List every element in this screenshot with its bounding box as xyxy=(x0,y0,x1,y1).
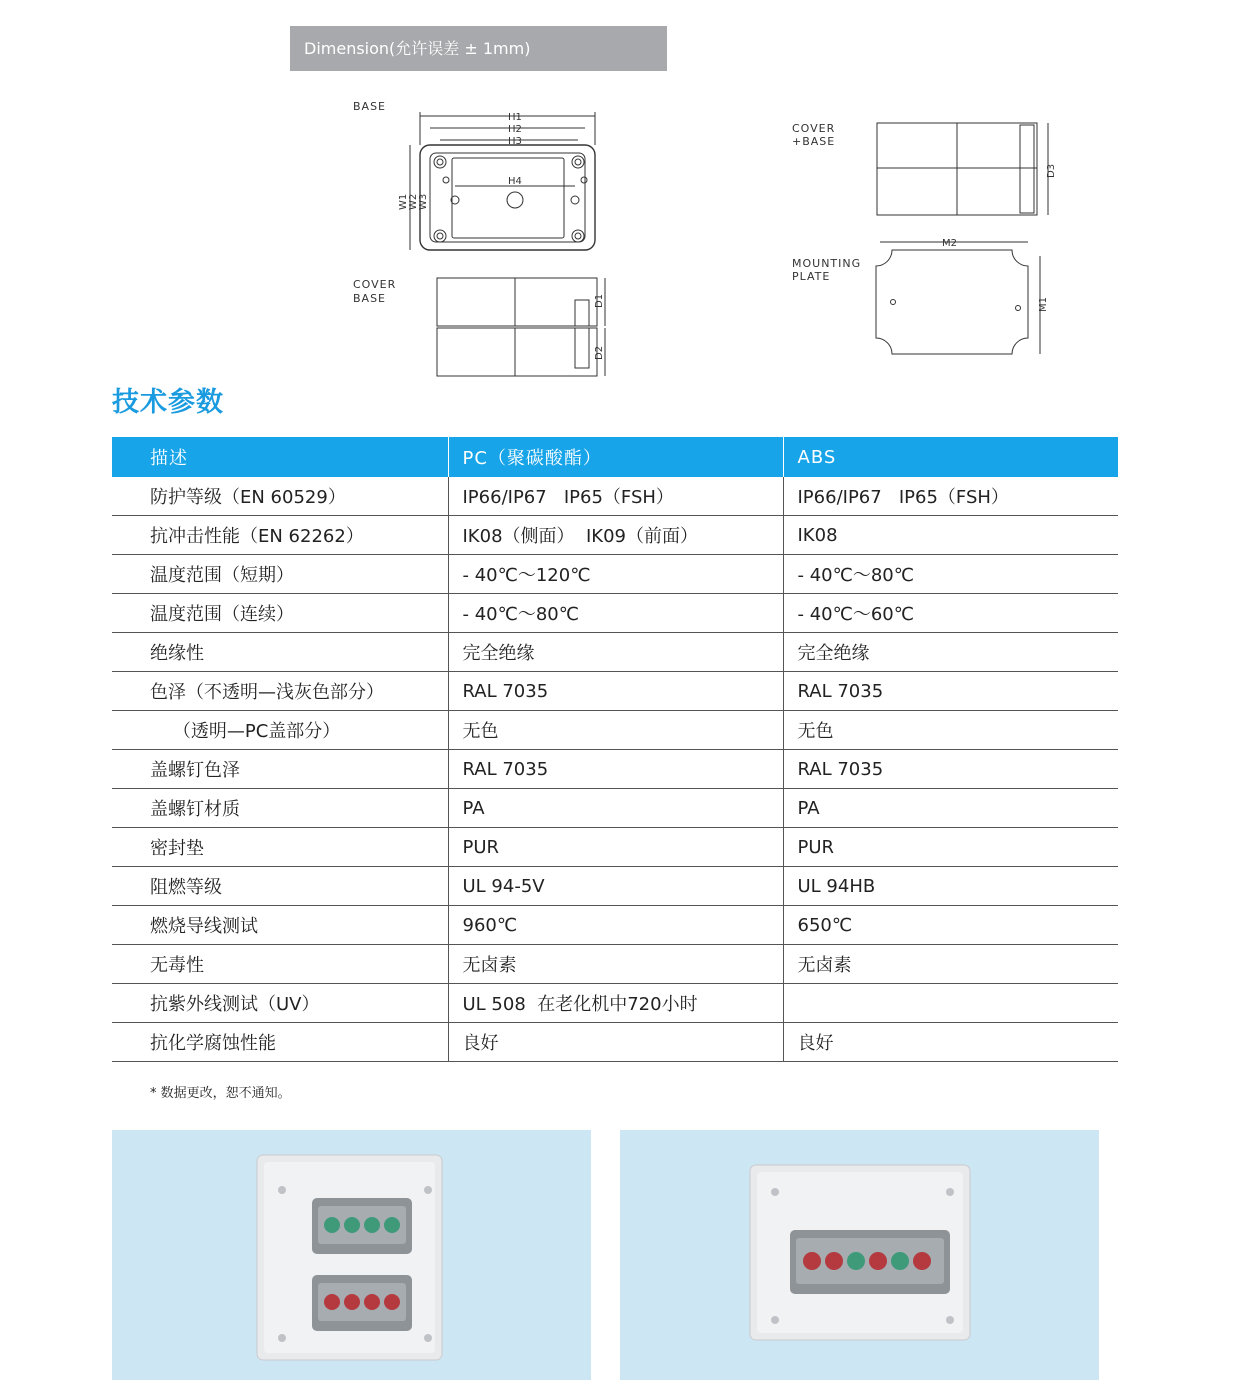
cell-pc: RAL 7035 xyxy=(448,750,783,789)
cell-description: 抗冲击性能（EN 62262） xyxy=(112,516,448,555)
table-header-row xyxy=(112,437,1118,477)
dim-d2: D2 xyxy=(594,345,605,360)
cell-description: 温度范围（连续） xyxy=(112,594,448,633)
dim-w2: W2 xyxy=(408,193,419,210)
dim-h4: H4 xyxy=(508,176,522,187)
header-abs: ABS xyxy=(783,437,1118,477)
label-base-right: +BASE xyxy=(792,135,836,148)
cell-pc: 良好 xyxy=(448,1023,783,1062)
table-row-protection-rating xyxy=(112,477,1118,516)
label-mounting: MOUNTING xyxy=(792,257,862,270)
cell-abs: PUR xyxy=(783,828,1118,867)
cell-abs: UL 94HB xyxy=(783,867,1118,906)
cell-description: 温度范围（短期） xyxy=(112,555,448,594)
cell-abs: 650℃ xyxy=(783,906,1118,945)
dim-w1: W1 xyxy=(398,193,409,210)
cell-pc: UL 94-5V xyxy=(448,867,783,906)
cell-abs: RAL 7035 xyxy=(783,672,1118,711)
table-row-impact-rating xyxy=(112,516,1118,555)
cell-description: 防护等级（EN 60529） xyxy=(112,477,448,516)
section-title: 技术参数 xyxy=(112,387,224,418)
dim-h1: H1 xyxy=(508,112,522,123)
cell-abs: - 40℃～80℃ xyxy=(783,555,1118,594)
product-photo-left xyxy=(112,1130,591,1380)
cell-description: 抗化学腐蚀性能 xyxy=(112,1023,448,1062)
label-base-left: BASE xyxy=(353,292,387,305)
cell-description: 绝缘性 xyxy=(112,633,448,672)
footnote: * 数据更改，恕不通知。 xyxy=(150,1086,291,1101)
cell-pc: 无卤素 xyxy=(448,945,783,984)
header-description: 描述 xyxy=(112,437,448,477)
cell-pc: - 40℃～120℃ xyxy=(448,555,783,594)
table-row-toxicity xyxy=(112,945,1118,984)
header-pc: PC（聚碳酸酯） xyxy=(448,437,783,477)
cell-abs: 无卤素 xyxy=(783,945,1118,984)
cell-description: 无毒性 xyxy=(112,945,448,984)
cell-pc: PUR xyxy=(448,828,783,867)
table-row-flame-rating xyxy=(112,867,1118,906)
spec-table xyxy=(112,437,1118,1062)
table-row-uv-test xyxy=(112,984,1118,1023)
cell-abs: PA xyxy=(783,789,1118,828)
cell-abs: 良好 xyxy=(783,1023,1118,1062)
cell-description: （透明—PC盖部分） xyxy=(112,711,448,750)
cell-pc: RAL 7035 xyxy=(448,672,783,711)
dim-d1: D1 xyxy=(594,293,605,308)
table-row-color-transparent xyxy=(112,711,1118,750)
dim-d3: D3 xyxy=(1046,163,1057,178)
dim-w3: W3 xyxy=(418,193,429,210)
dim-h3: H3 xyxy=(508,136,522,147)
table-row-temp-short xyxy=(112,555,1118,594)
cell-abs: RAL 7035 xyxy=(783,750,1118,789)
cell-abs: - 40℃～60℃ xyxy=(783,594,1118,633)
cell-description: 色泽（不透明—浅灰色部分） xyxy=(112,672,448,711)
cell-abs xyxy=(783,984,1118,1023)
dimension-banner: Dimension(允许误差 ± 1mm) xyxy=(290,26,667,71)
cell-pc: - 40℃～80℃ xyxy=(448,594,783,633)
cell-abs: IK08 xyxy=(783,516,1118,555)
cell-description: 阻燃等级 xyxy=(112,867,448,906)
product-photo-right xyxy=(620,1130,1099,1380)
cell-pc: UL 508 在老化机中720小时 xyxy=(448,984,783,1023)
dim-m2: M2 xyxy=(942,238,957,249)
cell-pc: 完全绝缘 xyxy=(448,633,783,672)
label-cover-right: COVER xyxy=(792,122,836,135)
dim-m1: M1 xyxy=(1038,297,1049,312)
cell-description: 盖螺钉材质 xyxy=(112,789,448,828)
label-cover-left: COVER xyxy=(353,278,397,291)
table-row-glow-wire-test xyxy=(112,906,1118,945)
table-row-temp-continuous xyxy=(112,594,1118,633)
cell-description: 密封垫 xyxy=(112,828,448,867)
cell-abs: 完全绝缘 xyxy=(783,633,1118,672)
label-plate: PLATE xyxy=(792,270,831,283)
dimension-drawing xyxy=(340,90,1100,390)
table-row-screw-material xyxy=(112,789,1118,828)
table-row-screw-color xyxy=(112,750,1118,789)
cell-description: 抗紫外线测试（UV） xyxy=(112,984,448,1023)
cell-pc: IK08（侧面） IK09（前面） xyxy=(448,516,783,555)
cell-description: 盖螺钉色泽 xyxy=(112,750,448,789)
cell-pc: IP66/IP67 IP65（FSH） xyxy=(448,477,783,516)
cell-abs: 无色 xyxy=(783,711,1118,750)
cell-abs: IP66/IP67 IP65（FSH） xyxy=(783,477,1118,516)
label-base: BASE xyxy=(353,100,387,113)
cell-description: 燃烧导线测试 xyxy=(112,906,448,945)
table-row-insulation xyxy=(112,633,1118,672)
cell-pc: 960℃ xyxy=(448,906,783,945)
table-row-chemical-resistance xyxy=(112,1023,1118,1062)
cell-pc: 无色 xyxy=(448,711,783,750)
dim-h2: H2 xyxy=(508,124,522,135)
cell-pc: PA xyxy=(448,789,783,828)
table-row-color-opaque xyxy=(112,672,1118,711)
table-row-gasket xyxy=(112,828,1118,867)
